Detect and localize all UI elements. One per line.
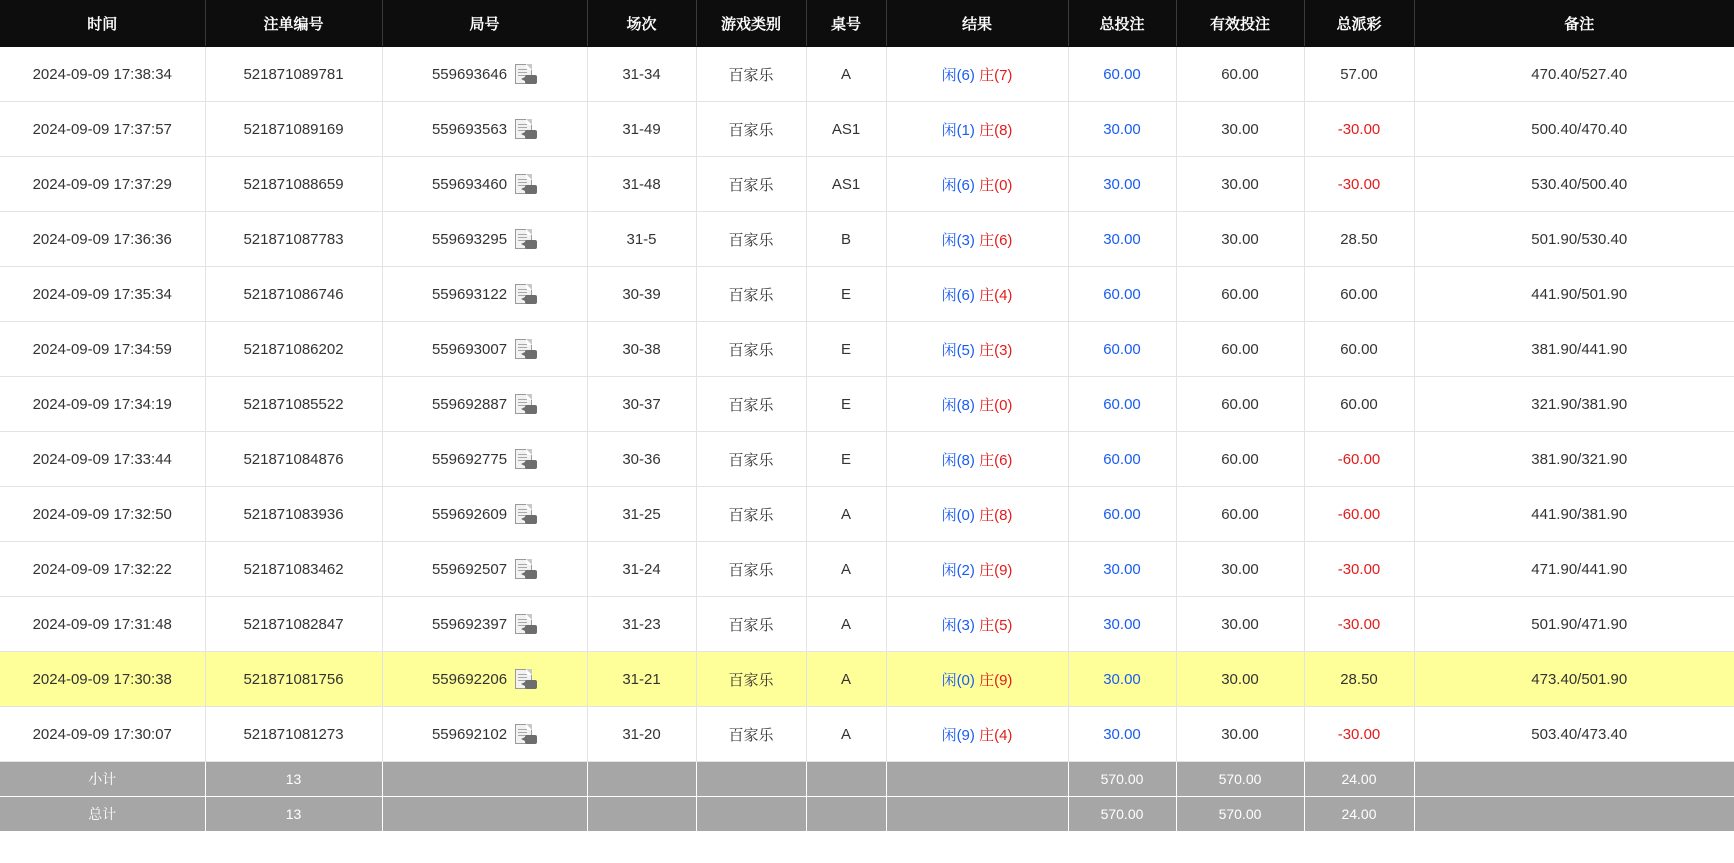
cell-order-no: 521871086746	[205, 267, 382, 322]
cell-payout: -60.00	[1304, 432, 1414, 487]
table-row[interactable]	[0, 377, 1734, 432]
round-no-text: 559693122	[431, 285, 508, 303]
result-banker: 庄(6)	[979, 451, 1013, 469]
cell-round-no[interactable]	[382, 267, 587, 322]
cell-table-no: E	[806, 322, 886, 377]
cell-payout: -30.00	[1304, 102, 1414, 157]
round-no-text: 559692102	[431, 725, 508, 743]
table-row[interactable]	[0, 707, 1734, 762]
column-header-round-no[interactable]: 局号	[382, 0, 587, 47]
round-no-text: 559693563	[431, 120, 508, 138]
cell-game-type: 百家乐	[696, 487, 806, 542]
cell-valid-bet: 30.00	[1176, 652, 1304, 707]
cell-payout: 60.00	[1304, 377, 1414, 432]
cell-valid-bet: 30.00	[1176, 707, 1304, 762]
cell-valid-bet: 30.00	[1176, 542, 1304, 597]
result-player: 闲(6)	[941, 66, 975, 84]
cell-total-bet: 30.00	[1068, 597, 1176, 652]
cell-order-no: 521871082847	[205, 597, 382, 652]
cell-order-no: 521871089169	[205, 102, 382, 157]
cell-total-bet: 30.00	[1068, 652, 1176, 707]
cell-payout: -60.00	[1304, 487, 1414, 542]
cell-shoe: 31-20	[587, 707, 696, 762]
cell-payout: 28.50	[1304, 652, 1414, 707]
cell-shoe: 30-36	[587, 432, 696, 487]
cell-game-type: 百家乐	[696, 652, 806, 707]
cell-remark: 441.90/381.90	[1414, 487, 1734, 542]
total-table-no	[806, 797, 886, 832]
cell-order-no: 521871086202	[205, 322, 382, 377]
total-label: 总计	[0, 797, 205, 832]
result-banker: 庄(0)	[979, 176, 1013, 194]
subtotal-game-type	[696, 762, 806, 797]
table-row[interactable]	[0, 212, 1734, 267]
cell-shoe: 30-38	[587, 322, 696, 377]
cell-game-type: 百家乐	[696, 377, 806, 432]
cell-valid-bet: 60.00	[1176, 487, 1304, 542]
cell-result	[886, 212, 1068, 267]
video-replay-icon[interactable]	[515, 229, 537, 249]
round-no-text: 559692507	[431, 560, 508, 578]
round-no-text: 559693007	[431, 340, 508, 358]
cell-table-no: AS1	[806, 102, 886, 157]
table-row[interactable]	[0, 322, 1734, 377]
cell-time: 2024-09-09 17:30:38	[0, 652, 205, 707]
cell-payout: 28.50	[1304, 212, 1414, 267]
cell-payout: -30.00	[1304, 707, 1414, 762]
cell-table-no: A	[806, 707, 886, 762]
column-header-order-no[interactable]: 注单编号	[205, 0, 382, 47]
table-row[interactable]	[0, 267, 1734, 322]
column-header-total-bet[interactable]: 总投注	[1068, 0, 1176, 47]
cell-total-bet: 60.00	[1068, 432, 1176, 487]
result-player: 闲(6)	[941, 286, 975, 304]
result-banker: 庄(5)	[979, 616, 1013, 634]
cell-payout: 60.00	[1304, 322, 1414, 377]
result-banker: 庄(0)	[979, 396, 1013, 414]
cell-round-no[interactable]	[382, 432, 587, 487]
video-replay-icon[interactable]	[515, 119, 537, 139]
cell-remark: 441.90/501.90	[1414, 267, 1734, 322]
cell-total-bet: 60.00	[1068, 322, 1176, 377]
video-replay-icon[interactable]	[515, 504, 537, 524]
table-row[interactable]	[0, 157, 1734, 212]
result-player: 闲(3)	[941, 231, 975, 249]
result-banker: 庄(8)	[979, 506, 1013, 524]
column-header-payout[interactable]: 总派彩	[1304, 0, 1414, 47]
cell-shoe: 31-21	[587, 652, 696, 707]
result-player: 闲(2)	[941, 561, 975, 579]
cell-valid-bet: 60.00	[1176, 432, 1304, 487]
round-no-text: 559693460	[431, 175, 508, 193]
cell-valid-bet: 30.00	[1176, 157, 1304, 212]
video-replay-icon[interactable]	[515, 64, 537, 84]
cell-round-no[interactable]	[382, 707, 587, 762]
total-row	[0, 797, 1734, 832]
cell-payout: -30.00	[1304, 542, 1414, 597]
video-replay-icon[interactable]	[515, 724, 537, 744]
cell-remark: 470.40/527.40	[1414, 47, 1734, 102]
cell-total-bet: 30.00	[1068, 542, 1176, 597]
cell-time: 2024-09-09 17:38:34	[0, 47, 205, 102]
cell-order-no: 521871089781	[205, 47, 382, 102]
total-remark	[1414, 797, 1734, 832]
cell-shoe: 31-24	[587, 542, 696, 597]
video-replay-icon[interactable]	[515, 174, 537, 194]
result-player: 闲(0)	[941, 671, 975, 689]
cell-result	[886, 267, 1068, 322]
cell-game-type: 百家乐	[696, 267, 806, 322]
cell-valid-bet: 60.00	[1176, 267, 1304, 322]
column-header-time[interactable]: 时间	[0, 0, 205, 47]
result-banker: 庄(7)	[979, 66, 1013, 84]
video-replay-icon[interactable]	[515, 559, 537, 579]
column-header-table-no[interactable]: 桌号	[806, 0, 886, 47]
result-player: 闲(3)	[941, 616, 975, 634]
total-count: 13	[205, 797, 382, 832]
subtotal-label: 小计	[0, 762, 205, 797]
cell-order-no: 521871083936	[205, 487, 382, 542]
round-no-text: 559692609	[431, 505, 508, 523]
cell-round-no[interactable]	[382, 212, 587, 267]
cell-remark: 501.90/530.40	[1414, 212, 1734, 267]
cell-table-no: AS1	[806, 157, 886, 212]
cell-game-type: 百家乐	[696, 102, 806, 157]
cell-time: 2024-09-09 17:32:50	[0, 487, 205, 542]
video-replay-icon[interactable]	[515, 449, 537, 469]
cell-table-no: A	[806, 542, 886, 597]
table-header-row	[0, 0, 1734, 47]
cell-table-no: A	[806, 597, 886, 652]
subtotal-count: 13	[205, 762, 382, 797]
cell-table-no: B	[806, 212, 886, 267]
cell-payout: -30.00	[1304, 597, 1414, 652]
result-banker: 庄(4)	[979, 286, 1013, 304]
table-body	[0, 47, 1734, 832]
total-round-no	[382, 797, 587, 832]
cell-table-no: A	[806, 47, 886, 102]
cell-game-type: 百家乐	[696, 47, 806, 102]
subtotal-shoe	[587, 762, 696, 797]
cell-round-no[interactable]	[382, 157, 587, 212]
round-no-text: 559693295	[431, 230, 508, 248]
cell-round-no[interactable]	[382, 597, 587, 652]
cell-total-bet: 30.00	[1068, 102, 1176, 157]
cell-time: 2024-09-09 17:34:59	[0, 322, 205, 377]
result-banker: 庄(9)	[979, 561, 1013, 579]
cell-result	[886, 597, 1068, 652]
subtotal-round-no	[382, 762, 587, 797]
round-no-text: 559692397	[431, 615, 508, 633]
cell-remark: 473.40/501.90	[1414, 652, 1734, 707]
cell-result	[886, 487, 1068, 542]
result-banker: 庄(3)	[979, 341, 1013, 359]
cell-time: 2024-09-09 17:37:57	[0, 102, 205, 157]
video-replay-icon[interactable]	[515, 614, 537, 634]
result-banker: 庄(9)	[979, 671, 1013, 689]
cell-time: 2024-09-09 17:33:44	[0, 432, 205, 487]
cell-round-no[interactable]	[382, 542, 587, 597]
result-player: 闲(5)	[941, 341, 975, 359]
cell-table-no: E	[806, 267, 886, 322]
total-payout: 24.00	[1304, 797, 1414, 832]
cell-round-no[interactable]	[382, 652, 587, 707]
cell-payout: -30.00	[1304, 157, 1414, 212]
cell-payout: 57.00	[1304, 47, 1414, 102]
cell-remark: 501.90/471.90	[1414, 597, 1734, 652]
cell-time: 2024-09-09 17:32:22	[0, 542, 205, 597]
video-replay-icon[interactable]	[515, 669, 537, 689]
total-game-type	[696, 797, 806, 832]
table-row[interactable]	[0, 432, 1734, 487]
cell-result	[886, 377, 1068, 432]
column-header-remark[interactable]: 备注	[1414, 0, 1734, 47]
cell-remark: 381.90/441.90	[1414, 322, 1734, 377]
cell-game-type: 百家乐	[696, 212, 806, 267]
cell-total-bet: 30.00	[1068, 707, 1176, 762]
table-header	[0, 0, 1734, 47]
column-header-result[interactable]: 结果	[886, 0, 1068, 47]
cell-round-no[interactable]	[382, 487, 587, 542]
subtotal-result	[886, 762, 1068, 797]
cell-shoe: 31-23	[587, 597, 696, 652]
result-player: 闲(8)	[941, 396, 975, 414]
cell-game-type: 百家乐	[696, 157, 806, 212]
cell-result	[886, 707, 1068, 762]
cell-remark: 530.40/500.40	[1414, 157, 1734, 212]
cell-time: 2024-09-09 17:30:07	[0, 707, 205, 762]
table-row[interactable]	[0, 47, 1734, 102]
cell-shoe: 30-39	[587, 267, 696, 322]
cell-order-no: 521871088659	[205, 157, 382, 212]
table-row[interactable]	[0, 102, 1734, 157]
cell-table-no: E	[806, 377, 886, 432]
cell-remark: 471.90/441.90	[1414, 542, 1734, 597]
total-total-bet: 570.00	[1068, 797, 1176, 832]
cell-order-no: 521871083462	[205, 542, 382, 597]
cell-shoe: 31-49	[587, 102, 696, 157]
table-row[interactable]	[0, 542, 1734, 597]
result-player: 闲(8)	[941, 451, 975, 469]
video-replay-icon[interactable]	[515, 394, 537, 414]
result-player: 闲(1)	[941, 121, 975, 139]
cell-round-no[interactable]	[382, 322, 587, 377]
cell-total-bet: 60.00	[1068, 267, 1176, 322]
cell-valid-bet: 30.00	[1176, 597, 1304, 652]
cell-order-no: 521871081273	[205, 707, 382, 762]
table-row[interactable]	[0, 652, 1734, 707]
cell-game-type: 百家乐	[696, 322, 806, 377]
cell-shoe: 31-34	[587, 47, 696, 102]
cell-shoe: 31-5	[587, 212, 696, 267]
result-player: 闲(0)	[941, 506, 975, 524]
cell-order-no: 521871085522	[205, 377, 382, 432]
column-header-game-type[interactable]: 游戏类别	[696, 0, 806, 47]
cell-shoe: 31-48	[587, 157, 696, 212]
cell-time: 2024-09-09 17:31:48	[0, 597, 205, 652]
cell-valid-bet: 60.00	[1176, 322, 1304, 377]
cell-result	[886, 432, 1068, 487]
cell-valid-bet: 60.00	[1176, 377, 1304, 432]
cell-remark: 500.40/470.40	[1414, 102, 1734, 157]
cell-time: 2024-09-09 17:36:36	[0, 212, 205, 267]
cell-result	[886, 157, 1068, 212]
table-row[interactable]	[0, 597, 1734, 652]
cell-shoe: 31-25	[587, 487, 696, 542]
cell-round-no[interactable]	[382, 377, 587, 432]
column-header-valid-bet[interactable]: 有效投注	[1176, 0, 1304, 47]
subtotal-table-no	[806, 762, 886, 797]
column-header-shoe[interactable]: 场次	[587, 0, 696, 47]
cell-result	[886, 322, 1068, 377]
cell-remark: 321.90/381.90	[1414, 377, 1734, 432]
subtotal-payout: 24.00	[1304, 762, 1414, 797]
subtotal-remark	[1414, 762, 1734, 797]
cell-result	[886, 47, 1068, 102]
cell-shoe: 30-37	[587, 377, 696, 432]
cell-payout: 60.00	[1304, 267, 1414, 322]
result-banker: 庄(6)	[979, 231, 1013, 249]
cell-valid-bet: 30.00	[1176, 102, 1304, 157]
cell-remark: 381.90/321.90	[1414, 432, 1734, 487]
total-valid-bet: 570.00	[1176, 797, 1304, 832]
cell-round-no[interactable]	[382, 102, 587, 157]
cell-total-bet: 30.00	[1068, 212, 1176, 267]
result-player: 闲(6)	[941, 176, 975, 194]
result-player: 闲(9)	[941, 726, 975, 744]
cell-time: 2024-09-09 17:35:34	[0, 267, 205, 322]
round-no-text: 559693646	[431, 65, 508, 83]
cell-time: 2024-09-09 17:34:19	[0, 377, 205, 432]
cell-valid-bet: 30.00	[1176, 212, 1304, 267]
cell-game-type: 百家乐	[696, 542, 806, 597]
cell-game-type: 百家乐	[696, 707, 806, 762]
cell-table-no: A	[806, 487, 886, 542]
cell-order-no: 521871081756	[205, 652, 382, 707]
cell-order-no: 521871084876	[205, 432, 382, 487]
cell-total-bet: 60.00	[1068, 47, 1176, 102]
cell-game-type: 百家乐	[696, 432, 806, 487]
cell-total-bet: 30.00	[1068, 157, 1176, 212]
cell-result	[886, 652, 1068, 707]
total-result	[886, 797, 1068, 832]
cell-total-bet: 60.00	[1068, 487, 1176, 542]
video-replay-icon[interactable]	[515, 339, 537, 359]
cell-remark: 503.40/473.40	[1414, 707, 1734, 762]
cell-result	[886, 542, 1068, 597]
subtotal-total-bet: 570.00	[1068, 762, 1176, 797]
cell-time: 2024-09-09 17:37:29	[0, 157, 205, 212]
total-shoe	[587, 797, 696, 832]
cell-table-no: E	[806, 432, 886, 487]
cell-order-no: 521871087783	[205, 212, 382, 267]
cell-game-type: 百家乐	[696, 597, 806, 652]
round-no-text: 559692775	[431, 450, 508, 468]
cell-round-no[interactable]	[382, 47, 587, 102]
cell-valid-bet: 60.00	[1176, 47, 1304, 102]
result-banker: 庄(4)	[979, 726, 1013, 744]
cell-total-bet: 60.00	[1068, 377, 1176, 432]
round-no-text: 559692887	[431, 395, 508, 413]
table-row[interactable]	[0, 487, 1734, 542]
subtotal-valid-bet: 570.00	[1176, 762, 1304, 797]
subtotal-row	[0, 762, 1734, 797]
result-banker: 庄(8)	[979, 121, 1013, 139]
video-replay-icon[interactable]	[515, 284, 537, 304]
cell-result	[886, 102, 1068, 157]
round-no-text: 559692206	[431, 670, 508, 688]
cell-table-no: A	[806, 652, 886, 707]
